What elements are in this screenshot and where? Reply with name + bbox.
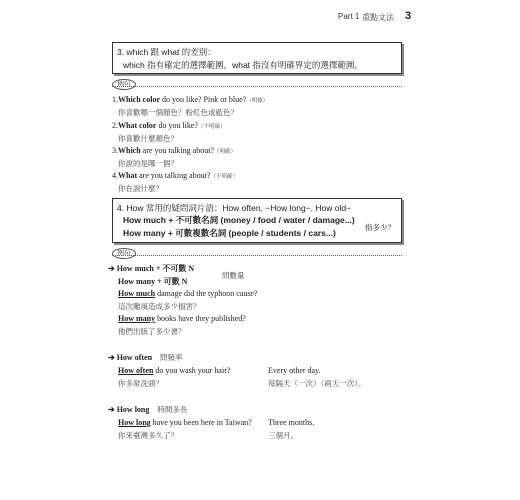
how-much-example-zh: 這次颱風造成多少損害？ <box>118 302 201 311</box>
box2-how-many: How many + 可數複數名詞 (people / students / cars...) <box>123 228 336 238</box>
grammar-box-how-phrases <box>112 198 402 243</box>
how-many-example-en: How many books have they published? <box>118 314 246 323</box>
how-long-example-en: How long have you been here in Taiwan? <box>118 418 252 427</box>
example-2-zh: 你喜歡什麼顏色？ <box>118 134 178 143</box>
how-long-heading: ➔ How long 時間多長 <box>108 405 188 414</box>
how-many-label: How many + 可數 N <box>118 277 188 286</box>
how-often-answer-zh: 每隔天（一次）（兩天一次）。 <box>268 379 366 388</box>
example-1-en: 1.Which color do you like? Pink or blue?（明確） <box>112 95 269 104</box>
how-long-example-zh: 你來臺灣多久了？ <box>118 431 178 440</box>
part-label: Part 1 <box>338 12 360 21</box>
example-tag: 例句 <box>112 79 136 90</box>
quantity-label: 問數量 <box>222 271 245 280</box>
example-1-zh: 你喜歡哪一個顏色？粉紅色或藍色？ <box>118 108 238 117</box>
how-often-example-en: How often do you wash your hair? <box>118 366 231 375</box>
box1-title: 3. which 跟 what 的差別： <box>117 47 216 57</box>
grammar-box-which-what <box>112 42 402 74</box>
example-2-en: 2.What color do you like?（不明確） <box>112 121 226 130</box>
example-tag: 例句 <box>112 248 136 259</box>
example-3-en: 3.Which are you talking about?（明確） <box>112 146 236 155</box>
box2-how-much: How much + 不可數名詞 (money / food / water / damage...) <box>123 215 355 225</box>
box2-title: 4. How 常用的疑問詞片語：How often, −How long−, How old− <box>117 203 352 213</box>
how-often-answer-en: Every other day. <box>268 366 321 375</box>
how-much-example-en: How much damage did the typhoon cause? <box>118 289 258 298</box>
box2-side-note: 指多少？ <box>365 223 395 232</box>
how-often-heading: ➔ How often 問頻率 <box>108 353 183 362</box>
how-long-answer-en: Three months. <box>268 418 315 427</box>
example-4-en: 4.What are you talking about?（不明確） <box>112 171 238 180</box>
example-4-zh: 你在說什麼？ <box>118 184 163 193</box>
how-much-label: ➔ How much + 不可數 N <box>108 264 195 273</box>
dotted-divider <box>112 255 402 256</box>
example-3-zh: 你說的是哪一個？ <box>118 159 178 168</box>
page-number: 3 <box>405 10 412 22</box>
dotted-divider <box>112 86 402 87</box>
how-often-example-zh: 你多常洗頭？ <box>118 379 163 388</box>
how-long-answer-zh: 三個月。 <box>268 431 298 440</box>
box1-rule: which 指有確定的選擇範圍，what 指沒有明確界定的選擇範圍。 <box>123 60 363 70</box>
section-title: 重點文法 <box>362 13 394 22</box>
how-many-example-zh: 他們出版了多少書？ <box>118 327 186 336</box>
